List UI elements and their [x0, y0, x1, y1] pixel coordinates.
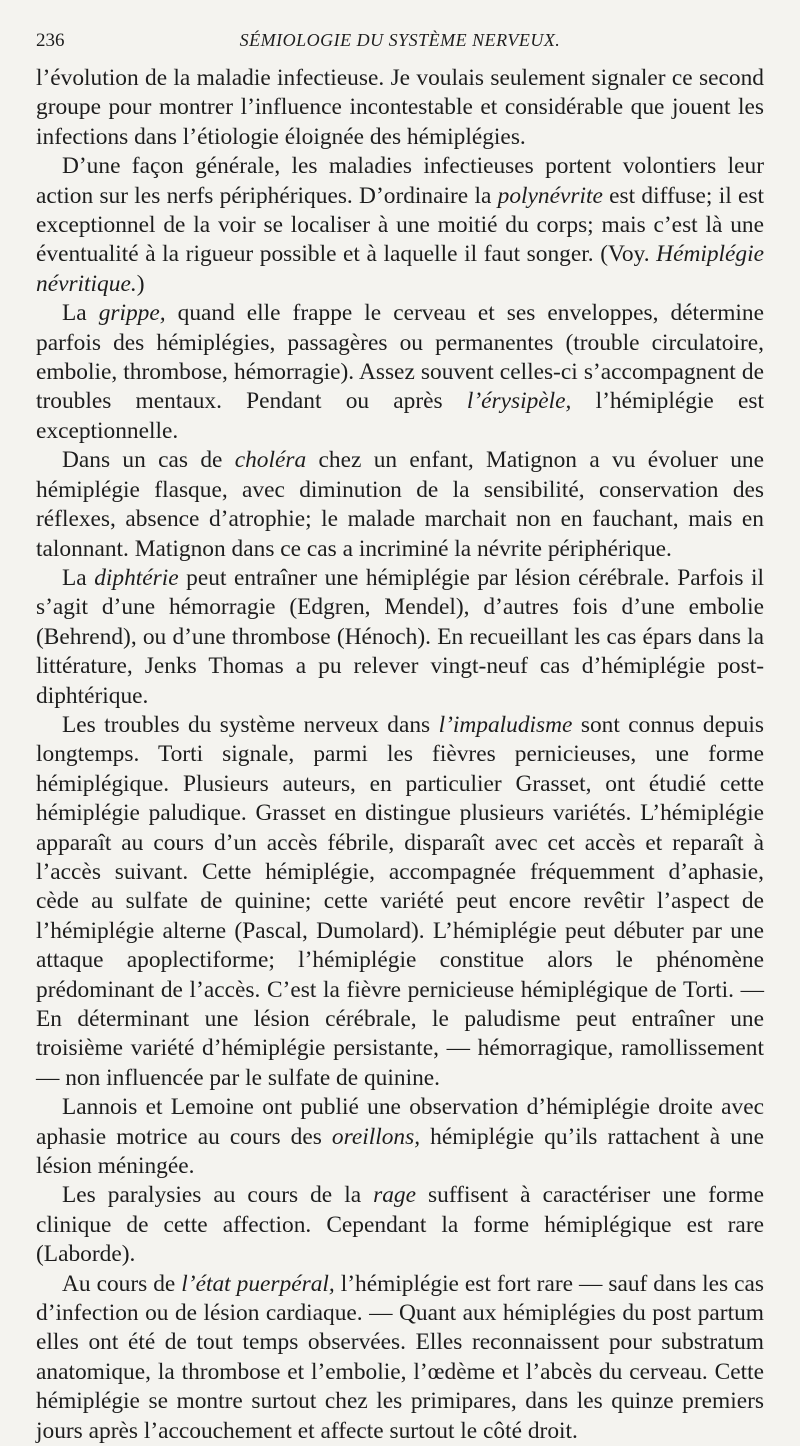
text-run: Lannois et Lemoine ont publié une observation d’hémiplégie droite avec aphasie motrice au cours des — [36, 1094, 764, 1150]
italic-text: Hémiplégie névritique. — [36, 241, 764, 297]
italic-text: l’impaludisme — [438, 711, 573, 738]
italic-text: diphtérie — [94, 564, 179, 591]
paragraph — [36, 711, 764, 1093]
text-run: l’hémiplégie est exceptionnelle. — [36, 388, 764, 444]
body-text — [36, 64, 764, 1446]
text-run: quand elle frappe le cerveau et ses enveloppes, détermine parfois des hémiplégies, passagères ou permanentes (trouble circulatoire, embolie, thrombose, hémorragie). Assez souvent celles-ci s’accompagnent de troubles mentaux. Pendant ou après — [36, 300, 764, 415]
paragraph — [36, 1181, 764, 1269]
page-number: 236 — [36, 30, 65, 51]
text-run: Au cours de — [62, 1270, 182, 1297]
paragraph — [36, 1093, 764, 1181]
text-run: hémiplégie qu’ils rattachent à une lésion méningée. — [36, 1123, 764, 1180]
running-title: SÉMIOLOGIE DU SYSTÈME NERVEUX. — [239, 30, 561, 50]
paragraph — [36, 1270, 764, 1446]
italic-text: choléra — [234, 447, 307, 474]
italic-text: grippe, — [98, 300, 166, 327]
italic-text: polynévrite — [497, 182, 603, 209]
text-run: l’hémiplégie est fort rare — sauf dans les cas d’infection ou de lésion cardiaque. — Quant aux hémiplégies du post partum elles ont été de tout temps observées. Elles reconnaissent pour substratum anatomique, la thrombose et l’embolie, l’œdème et l’abcès du cerveau. Cette hémiplégie se montre surtout chez les primipares, dans les quinze premiers jours après l’accouchement et affecte surtout le côté droit. — [36, 1270, 765, 1444]
page-header — [36, 30, 764, 58]
text-run: sont connus depuis longtemps. Torti signale, parmi les fièvres pernicieuses, une forme hémiplégique. Plusieurs auteurs, en particulier Grasset, ont étudié cette hémiplégie paludique. Grasset en distingue plusieurs variétés. L’hémiplégie apparaît au cours d’un accès fébrile, disparaît avec cet accès et reparaît à l’accès suivant. Cette hémiplégie, accompagnée fréquemment d’aphasie, cède au sulfate de quinine; cette variété peut encore revêtir l’aspect de l’hémiplégie alterne (Pascal, Dumolard). L’hémiplégie peut débuter par une attaque apoplectiforme; l’hémiplégie constitue alors le phénomène prédominant de l’accès. C’est la fièvre pernicieuse hémiplégique de Torti. — En déterminant une lésion cérébrale, le paludisme peut entraîner une troisième variété d’hémiplégie persistante, — hémorragique, ramollissement — non influencée par le sulfate de quinine. — [36, 711, 764, 1091]
text-run: l’évolution de la maladie infectieuse. Je voulais seulement signaler ce second groupe pour montrer l’influence incontestable et considérable que jouent les infections dans l’étiologie éloignée des hémiplégies. — [36, 65, 764, 150]
text-run: est diffuse; il est exceptionnel de la voir se localiser à une moitié du corps; mais c’est là une éventualité à la rigueur possible et à laquelle il faut songer. (Voy. — [36, 182, 764, 268]
text-run: Les paralysies au cours de la — [62, 1182, 374, 1209]
text-run: peut entraîner une hémiplégie par lésion cérébrale. Parfois il s’agit d’une hémorragie (Edgren, Mendel), d’autres fois d’une embolie (Behrend), ou d’une thrombose (Hénoch). En recueillant les cas épars dans la littérature, Jenks Thomas a pu relever vingt-neuf cas d’hémiplégie post-diphtérique. — [36, 564, 764, 709]
text-run: La — [62, 564, 95, 591]
text-run: Les troubles du système nerveux dans — [62, 711, 439, 738]
paragraph — [36, 299, 764, 446]
paragraph — [36, 152, 764, 299]
text-run: suffisent à caractériser une forme clinique de cette affection. Cependant la forme hémiplégique est rare (Laborde). — [36, 1182, 764, 1268]
paragraph — [36, 64, 764, 152]
italic-text: l’érysipèle, — [466, 388, 572, 415]
text-run: La — [62, 300, 99, 327]
text-run: D’une façon générale, les maladies infectieuses portent volontiers leur action sur les nerfs périphériques. D’ordinaire la — [36, 153, 764, 209]
text-run: Dans un cas de — [62, 447, 235, 474]
italic-text: rage — [373, 1182, 416, 1209]
text-run: chez un enfant, Matignon a vu évoluer une hémiplégie flasque, avec diminution de la sensibilité, conservation des réflexes, absence d’atrophie; le malade marchait non en fauchant, mais en talonnant. Matignon dans ce cas a incriminé la névrite périphérique. — [36, 447, 764, 562]
italic-text: oreillons, — [331, 1123, 421, 1150]
paragraph — [36, 446, 764, 564]
text-run: ) — [136, 270, 145, 297]
paragraph — [36, 564, 764, 711]
italic-text: l’état puerpéral, — [181, 1270, 335, 1297]
